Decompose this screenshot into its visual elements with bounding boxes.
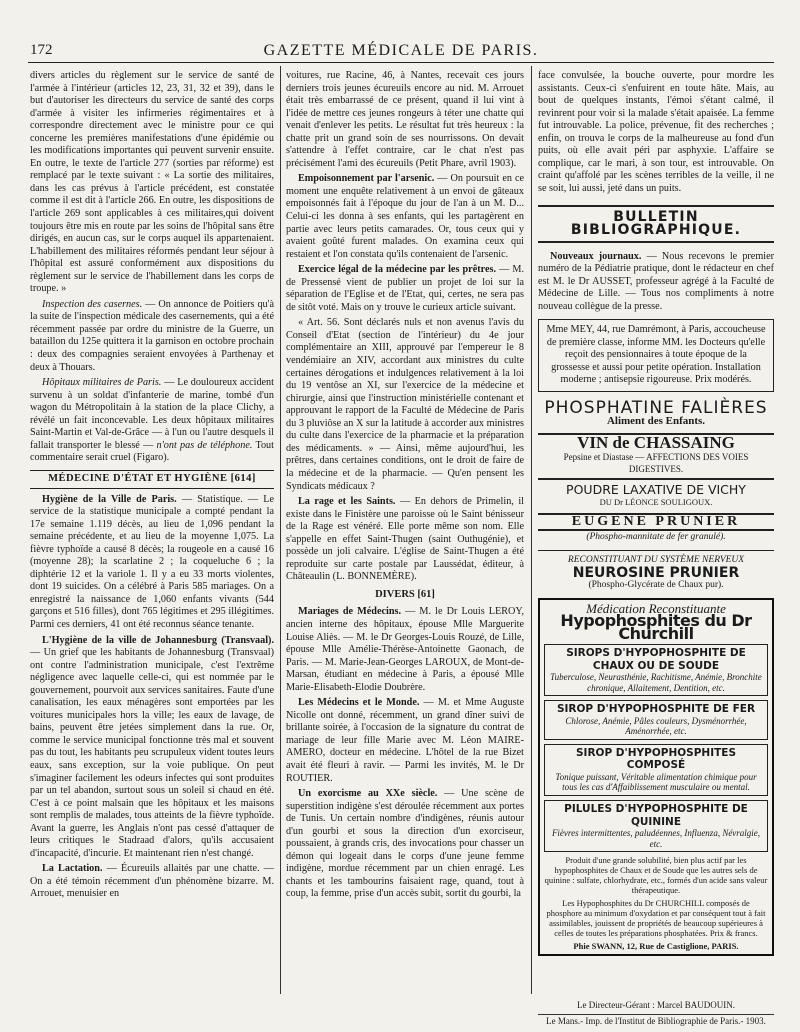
text: — Une scène de superstition indigène s'est déroulée récemment aux portes de Tunis. Un certain nombre d'indigènes, réunis autour d'un gourbi et sous la direction d'un exorciseur, poussaient, à grands cris, des invocations pour chasser un démon qui logeait dans le corps d'une jeune femme indigène, mordue récemment par un chien enragé. Les chants et les tambourins faisaient rage, quand, tout à coup, la femme, prise d'un accès subit, sortit du gourbi, la	[286, 788, 524, 900]
ad-subtitle: DU Dr LÉONCE SOULIGOUX.	[599, 497, 713, 508]
paragraph: divers articles du règlement sur le service de santé de l'armée à l'intérieur (articles 12, 23, 31, 32 et 39), dans le but d'autoriser les directeurs du service de santé des corps d'armée à visiter les infirmeries régimentaires et à correspondre directement avec le ministre pour ce qui concerne les premières manifestations d'une épidémie ou les modifications importantes qui peuvent survenir ensuite. En outre, le texte de l'article 277 (sorties par réforme) est remplacé par le texte suivant : « La sortie des militaires, dans les cas prévus à l'article précédent, est constatée comme il est dit à l'article 266. En outre, les dispositions de l'article 269 sont applicables à ces militaires,qui doivent toujours être mis en route par les soins de l'hôpital sans être dirigés, en aucun cas, sur le corps auquel ils appartenaient. L'habillement des militaires réformés pendant leur séjour à l'hôpital est assuré conformément aux dispositions du règlement sur le service de l'habillement dans les corps de troupe. »	[30, 70, 274, 295]
product-block	[544, 644, 768, 696]
section-heading: MÉDECINE D'ÉTAT ET HYGIÈNE [614]	[30, 470, 274, 489]
ad-fine-print: Les Hypophosphites du Dr CHURCHILL composés de phosphore au minimum d'oxydation et par conséquent tout à fait assimilables, jouissent de propriétés de beaucoup supérieures à celles de toutes les préparations phosphatées. Prix & francs.	[546, 898, 766, 939]
text: — En dehors de Primelin, il existe dans le Finistère une paroisse où le Saint bénisseur de la Rage est vénéré. Elle porte même son nom. Elle s'appelle en effet Saint-Thugen (saint Outhugénie), et possède un joli calvaire. L'église de Saint-Thugen a été reproduite sur carte postale par Laussédat, éditeur, à Châteaulin (L. BONNEMÈRE).	[286, 496, 524, 583]
ad-title: POUDRE LAXATIVE DE VICHY	[566, 481, 746, 497]
product-name: SIROP D'HYPOPHOSPHITES COMPOSÉ	[575, 746, 737, 772]
headline: Un exorcisme au XXe siècle.	[298, 788, 438, 800]
paragraph	[286, 788, 524, 901]
column-rule-1	[280, 66, 281, 994]
ad-address: Phie SWANN, 12, Rue de Castiglione, PARIS.	[573, 941, 739, 952]
paragraph	[286, 264, 524, 314]
section-heading: DIVERS [61]	[375, 588, 435, 600]
product-name: SIROPS D'HYPOPHOSPHITE DE CHAUX OU DE SOUDE	[566, 647, 746, 672]
product-indications: Fièvres intermittentes, paludéennes, Influenza, Névralgie, etc.	[551, 828, 761, 849]
paragraph	[286, 606, 524, 694]
ad-subtitle: (Phospho-Glycérate de Chaux pur).	[588, 580, 724, 591]
paragraph	[286, 697, 524, 785]
product-block	[544, 700, 768, 740]
ad-title: PHOSPHATINE FALIÈRES	[544, 398, 768, 419]
text: — On poursuit en ce moment une enquête relativement à un envoi de gâteaux empoisonnés fait à l'époque du jour de l'an à un M. D... Celui-ci les donna à ses enfants, qui les partagèrent en partie avec leurs petits camarades. Or, tous ceux qui y avaient goûté furent malades. On examina ceux qui restaient et l'on constata qu'ils contenaient de l'arsenic.	[286, 173, 524, 260]
headline: Nouveaux journaux.	[550, 250, 642, 262]
text: — Le douloureux accident survenu à un soldat d'infanterie de marine, tombé d'un wagon du Métropolitain à la station de la place Clichy, a révélé un fait inconcevable. Les deux hôpitaux militaires Saint-Martin et Val-de-Grâce — à l'un ou l'autre desquels il fallait transporter le blessé —	[30, 377, 274, 451]
paragraph	[30, 494, 274, 632]
advertisement-neurosine	[538, 550, 774, 592]
text: n'ont pas de téléphone.	[156, 439, 253, 451]
paragraph	[30, 299, 274, 374]
paragraph	[30, 635, 274, 861]
paragraph	[286, 173, 524, 261]
text: — Un grief que les habitants de Johannesburg (Transvaal) ont contre l'administration municipale, c'est l'extrême négligence avec laquelle celle-ci, qui est nommée par le gouvernement, pourvoit aux services sanitaires. Faute d'une canalisation, les eaux ménagères sont emportées par les voitures municipales hors la ville; les eaux de lavage, de bains, peuvent être jetées simplement dans la rue. Or, comme le service municipal fonctionne très mal et souvent pas du tout, les habitants peu scrupuleux vident toutes leurs eaux, sans exception, sur la voie publique. On peut s'imaginer facilement les odeurs infectes qui sont produites par un tel abandon, surtout sous un soleil si chaud en été. C'est à ce point malsain que les hôpitaux et les maisons sont remplis de malades, tous atteints de la fièvre typhoïde. Avant la guerre, les Anglais n'ont pas cessé d'attaquer de leurs critiques le Stadraad d'alors, qu'ils accusaient d'incapacité, d'incurie. Et maintenant rien n'est changé.	[30, 647, 274, 859]
column-rule-2	[531, 66, 532, 994]
product-block	[544, 800, 768, 852]
headline: L'Hygiène de la ville de Johannesburg (Transvaal).	[42, 634, 274, 646]
advertisement-poudre	[538, 481, 774, 509]
headline: Empoisonnement par l'arsenic.	[298, 173, 435, 185]
paragraph	[30, 863, 274, 901]
text: — M. le Dr Louis LEROY, ancien interne des hôpitaux, épouse Mlle Marguerite Louise Aliès. — M. le Dr Georges-Louis Rouzé, de Lille, épouse Mlle Amélie-Thérèse-Antoinette Gaonach, de Paris. — M. Marie-Jean-Georges LAROUX, de Mont-de-Marsan, étudiant en médecine à Paris, a épousé Mlle Marie-Elisabeth-Elodie Doubrère.	[286, 606, 524, 693]
headline: Mariages de Médecins.	[298, 606, 402, 618]
advertisement-churchill	[538, 598, 774, 956]
product-block	[544, 744, 768, 796]
headline: Hygiène de la Ville de Paris.	[42, 493, 177, 505]
product-name: PILULES D'HYPOPHOSPHITE DE QUININE	[564, 802, 748, 828]
ad-title: VIN de CHASSAING	[577, 433, 735, 453]
headline: Exercice légal de la médecine par les prêtres.	[298, 264, 496, 276]
product-indications: Chlorose, Anémie, Pâles couleurs, Dysménorrhée, Aménorrhée, etc.	[565, 715, 747, 737]
text: — On annonce de Poitiers qu'à la suite de l'inspection médicale des casernements, qui a été récemment passée par ordre du ministre de la Guerre, un bataillon du 125e quittera it la garnison en octobre prochain : deux des compagnies seraient envoyées à Parthenay et deux à Thouars.	[30, 298, 274, 373]
advertisement-eugene-prunier: EUGÈNE PRUNIER	[538, 513, 774, 532]
text: — Nous recevons le premier numéro de la Pédiatrie pratique, dont le rédacteur en chef est M. le Dr AUSSET, professeur agrégé à la Faculté de Médecine de Lille. — Tous nos compliments à notre nouveau collègue de la presse.	[538, 250, 774, 312]
imprint-line: Le Mans.- Imp. de l'Institut de Bibliographie de Paris.- 1903.	[538, 1014, 774, 1026]
page-header	[28, 40, 774, 63]
text: — Écureuils allaités par une chatte. — On a été témoin récemment d'un phénomène bizarre. M. Arrouet, menuisier en	[30, 863, 274, 900]
column-1	[30, 70, 274, 1030]
text: Tout commentaire serait cruel (Figaro).	[30, 439, 274, 464]
column-2	[286, 70, 524, 1030]
headline: Inspection des casernes.	[42, 298, 143, 310]
product-indications: Tuberculose, Neurasthénie, Rachitisme, Anémie, Bronchite chronique, Allaitement, Dentition, etc.	[550, 672, 762, 693]
paragraph	[286, 496, 524, 584]
text: — M. de Pressensé vient de publier un projet de loi sur la séparation de l'Eglise et de l'Etat, qui, certes, ne sera pas de sitôt voté. Mais on y trouve le curieux article suivant.	[286, 264, 524, 313]
paragraph	[538, 251, 774, 314]
section-heading: BULLETIN BIBLIOGRAPHIQUE.	[538, 205, 774, 242]
paragraph: « Art. 56. Sont déclarés nuls et non avenus l'avis du Conseil d'Etat (section de l'intérieur) du 4e jour complémentaire an XIII, approuvé par l'empereur le 8 vendémiaire an XIV, accordant aux ministres du culte certaines dérogations et indulgences relativement à la loi du 19 ventôse an XI, sur l'exercice de la médecine et chirurgie, ainsi que l'instruction ministérielle contenant et approuvant le rapport de la Faculté de Médecine de Paris du 3 pluviôse an X sur la latitude à accorder aux ministres du culte dans l'exercice de la pharmacie et la préparation des médicaments. » — Ainsi, même aujourd'hui, les prêtres, dans certaines conditions, ont le droit de faire de la médecine et de la pharmacie. — Qu'en pensent les Syndicats médicaux ?	[286, 317, 524, 492]
page-number: 172	[30, 42, 53, 58]
product-name: SIROP D'HYPOPHOSPHITE DE FER	[556, 703, 756, 716]
product-indications: Tonique puissant, Véritable alimentation chimique pour tous les cas d'Affaiblissement musculaire ou mental.	[555, 771, 757, 793]
headline: La Lactation.	[42, 863, 103, 875]
page-title: GAZETTE MÉDICALE DE PARIS.	[263, 42, 539, 59]
director-line: Le Directeur-Gérant : Marcel BAUDOUIN.	[576, 1000, 735, 1010]
ad-title: Hypophosphites du Dr Churchill	[560, 611, 752, 643]
ad-kicker: Médication Reconstituante	[586, 600, 726, 616]
paragraph: face convulsée, la bouche ouverte, pour mordre les assistants. Ceux-ci s'enfuirent en toute hâte. Mais, au bout de quelques instants, l'émoi s'étant calmé, il revinrent pour voir si la malade s'était apaisée. La femme fut introuvable. La police, prévenue, fit des recherches ; enfin, on trouva le corps de la malheureuse au fond d'un puits, où elle avait péri par asphyxie. L'affaire se complique, car le mari, à son tour, est introuvable. On craint qu'affolé par les scènes terribles de la veille, il ne se soit, lui aussi, jeté dans un puits.	[538, 70, 774, 194]
advertisement-phosphatine	[538, 398, 774, 427]
headline: Les Médecins et le Monde.	[298, 697, 420, 709]
classified-ad: Mme MEY, 44, rue Damrémont, à Paris, accoucheuse de première classe, informe MM. les Docteurs qu'elle reçoit des pensionnaires à toute époque de la grossesse et aussi pour petite opération. Installation moderne ; antisepsie rigoureuse. Prix modérés.	[538, 319, 774, 392]
text: — M. et Mme Auguste Nicolle ont donné, récemment, un grand dîner suivi de brillante soirée, à l'occasion de la signature du contrat de mariage de leur fille Marie avec M. Léon MAIRE-AMERO, docteur en médecine. L'hôtel de la rue Bizet avait été fleuri à ravir. — Parmi les invités, M. le Dr ROUTIER.	[286, 697, 524, 784]
ad-subtitle: (Phospho-mannitate de fer granulé).	[586, 532, 726, 543]
column-3	[538, 70, 774, 1030]
ad-subtitle: Aliment des Enfants.	[606, 414, 706, 427]
ad-kicker: RECONSTITUANT DU SYSTÈME NERVEUX	[567, 554, 745, 565]
text: — Statistique. — Le service de la statistique municipale a compté pendant la 17e semaine 1.119 décès, au lieu de 1,096 pendant la semaine précédente, et au lieu de la moyenne 1,075. La fièvre typhoïde a causé 8 décès; la rougeole en a causé 16 (moyenne 28); la scarlatine 2 ; la coqueluche 6 ; la diphtérie 12 et la variole 1. Il y a eu 33 morts violentes, dont 19 suicides. On a célébré à Paris 585 mariages. On a enregistré la naissance de 1,060 enfants vivants (544 garçons et 516 filles), dont 765 légitimes et 295 illégitimes. Parmi ces derniers, 41 ont été reconnus séance tenante.	[30, 493, 274, 630]
paragraph: voitures, rue Racine, 46, à Nantes, recevait ces jours derniers trois jeunes écureuils encore au nid. M. Arrouet était très embarrassé de ce présent, quand il lui vint à l'idée de mettre ces jeunes rongeurs à téter une chatte qui venait d'enlever les petits. Le résultat fut très heureux : la chatte prit un grand soin de ses nourrissons. On devait s'attendre à l'effet contraire, car le chat n'est pas précisément l'ami des écureuils (Petit Phare, avril 1903).	[286, 70, 524, 169]
ad-subtitle: Pepsine et Diastase — AFFECTIONS DES VOIES DIGESTIVES.	[563, 451, 749, 475]
paragraph	[30, 377, 274, 465]
ad-title: NEUROSINE PRUNIER	[572, 564, 740, 581]
advertisement-vin-chassaing	[538, 433, 774, 480]
headline: Hôpitaux militaires de Paris.	[42, 377, 162, 389]
headline: La rage et les Saints.	[298, 496, 396, 508]
ad-fine-print: Produit d'une grande solubilité, bien plus actif par les hypophosphites de Chaux et de Soude que les autres sels de quinine : sulfate, chlorhydrate, etc., formés d'un acide sans valeur thérapeutique.	[544, 855, 768, 896]
